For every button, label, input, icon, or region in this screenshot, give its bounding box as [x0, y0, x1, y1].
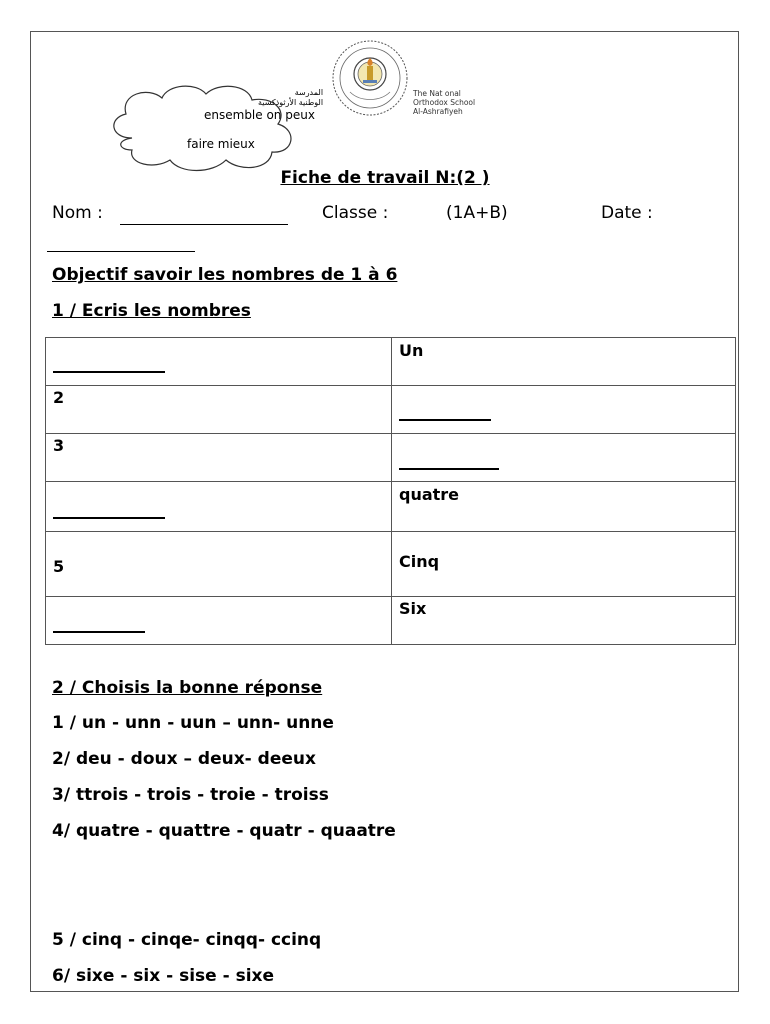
cell-text: 2: [53, 388, 65, 407]
table-row: [46, 597, 736, 645]
cloud-text-line1: ensemble on peux: [204, 108, 315, 122]
table-cell: [46, 434, 392, 482]
choice-line: 5 / cinq - cinqe- cinqq- ccinq: [52, 930, 322, 950]
table-cell: [392, 597, 736, 645]
answer-blank[interactable]: [53, 631, 145, 633]
table-cell: [46, 386, 392, 434]
table-cell[interactable]: [46, 338, 392, 386]
date-label: Date :: [601, 203, 653, 223]
choice-line: 4/ quatre - quattre - quatr - quaatre: [52, 821, 396, 841]
cloud-text-line2: faire mieux: [187, 137, 255, 151]
cell-text: Cinq: [399, 552, 440, 571]
cell-text: Six: [399, 599, 427, 618]
table-cell: [392, 532, 736, 597]
choice-line: 6/ sixe - six - sise - sixe: [52, 966, 275, 986]
table-row: [46, 532, 736, 597]
nom-label: Nom :: [52, 203, 103, 223]
table-cell[interactable]: [392, 434, 736, 482]
answer-blank[interactable]: [53, 517, 165, 519]
classe-value: (1A+B): [446, 203, 508, 223]
worksheet-title: Fiche de travail N:(2 ): [280, 168, 490, 188]
table-cell: [392, 482, 736, 532]
table-row: [46, 338, 736, 386]
table-row: [46, 434, 736, 482]
answer-blank[interactable]: [399, 468, 499, 470]
objective-heading: Objectif savoir les nombres de 1 à 6: [52, 265, 398, 285]
section1-heading: 1 / Ecris les nombres: [52, 301, 251, 321]
section2-heading: 2 / Choisis la bonne réponse: [52, 678, 323, 698]
classe-label: Classe :: [322, 203, 389, 223]
table-cell[interactable]: [46, 597, 392, 645]
answer-blank[interactable]: [399, 419, 491, 421]
table-cell: [392, 338, 736, 386]
choice-line: 2/ deu - doux – deux- deeux: [52, 749, 316, 769]
cell-text: Un: [399, 341, 424, 360]
choice-line: 3/ ttrois - trois - troie - troiss: [52, 785, 329, 805]
table-cell[interactable]: [46, 482, 392, 532]
school-seal-logo: [330, 38, 410, 118]
table-cell: [46, 532, 392, 597]
choice-line: 1 / un - unn - uun – unn- unne: [52, 713, 334, 733]
cell-text: 5: [53, 557, 65, 576]
table-row: [46, 482, 736, 532]
table-cell[interactable]: [392, 386, 736, 434]
school-name-english: The Nat onal Orthodox School Al-Ashrafiyeh: [413, 89, 476, 116]
cell-text: quatre: [399, 485, 460, 504]
numbers-table: [45, 337, 736, 645]
table-row: [46, 386, 736, 434]
arabic-school-name: المدرسة الوطنية الأرثوذكسية: [258, 88, 324, 107]
answer-blank[interactable]: [53, 371, 165, 373]
cell-text: 3: [53, 436, 65, 455]
date-blank[interactable]: [47, 251, 195, 252]
nom-blank[interactable]: [120, 224, 288, 225]
